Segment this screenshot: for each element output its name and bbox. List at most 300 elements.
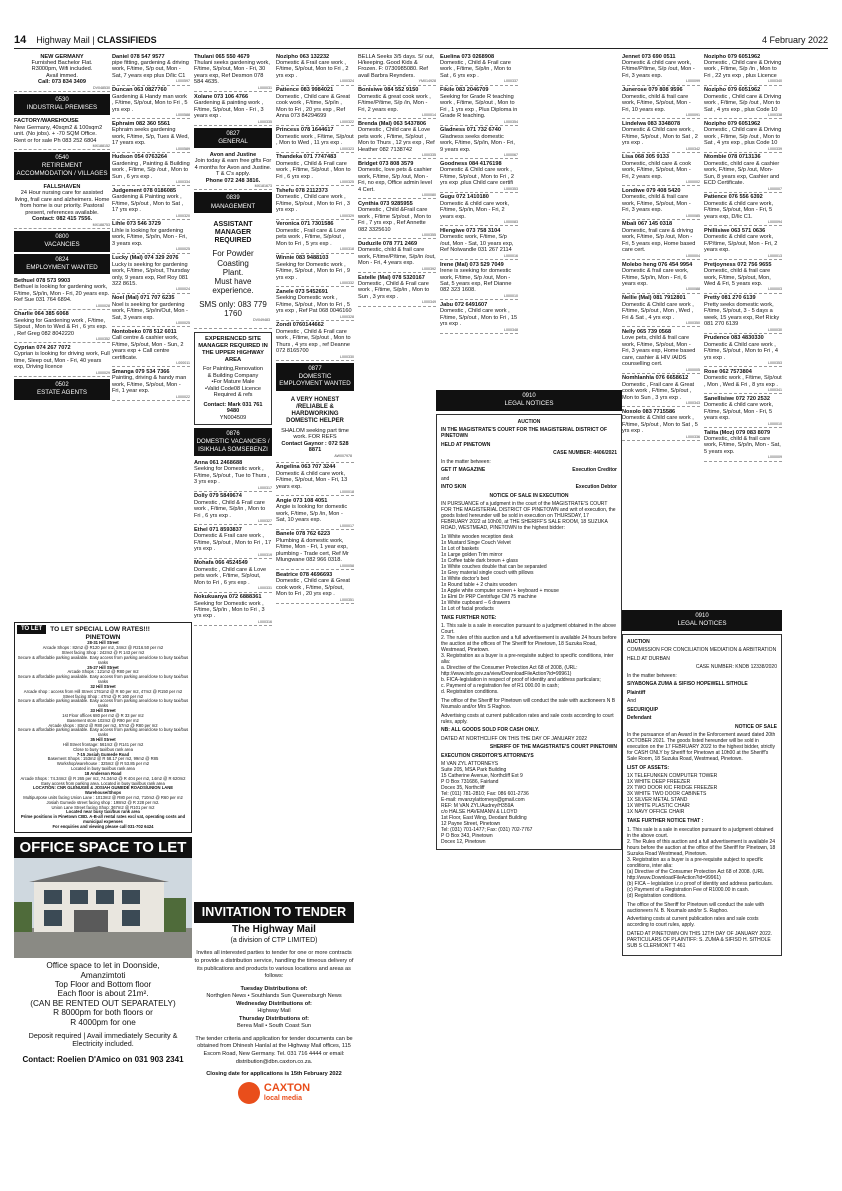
classified-ad [276, 186, 354, 220]
ad-text: Domestic work, F/time, S/p /out, Mon - Sat, 10 years exp, Ref Nolwandle 031 267 2114 [440, 234, 514, 254]
ad-text: Irene is seeking for domestic work, F/time, S/p /out, Mon - Sat, 5 years exp, Ref Dianne 082 323 1608. [440, 268, 512, 294]
ad-text: pipe fitting, gardening & driving work, F/time, S/p out, Mon - Sat, 7 years exp plus D/lic C1 [112, 59, 189, 79]
to-let-row: 32 Hill Street [90, 683, 116, 689]
ad-name: Patience 076 556 6392 [704, 194, 763, 201]
legal-line: 1X WHITE PLASTIC CHAIR [627, 803, 690, 810]
ad-text: Domestic , Frail care & Love pets work , F/time, S/p/out , Mon to Fri , 5 yrs exp . [276, 227, 347, 247]
ad-text: Seeking for Gardening work , F/time, S/pout , Mon to Wed & Fri , 6 yrs exp. , Ref Greg 082 8042220 [14, 317, 108, 337]
ad-text: Seeking Domestic work , F/time, S/p/out , Mon to Fri , 5 yrs exp , Ref Pat 068 0046160 [276, 295, 352, 315]
ad-name: Pretjoyness 072 756 9655 [704, 261, 772, 268]
legal-line: (d) Registration conditions. [627, 892, 687, 899]
column-6 [440, 52, 518, 334]
legal-line: Suite 205, MSA Park Building [441, 767, 507, 774]
ad-name: Londiwe 079 408 5420 [622, 187, 681, 194]
classified-ad [704, 334, 782, 368]
classified-ad [704, 367, 782, 394]
to-let-row: 1st Floor offices 680 per m2 @ R 33 per m2 [62, 712, 144, 718]
ad-ref: L000320 [176, 213, 190, 218]
to-let-row: Arcade shop : access from Hill Street 1761m2 @ R 60 per m2, 47m2 @ R150 per m2 [23, 688, 183, 694]
legal-line: 1x White doctor's bed [441, 575, 489, 582]
classified-ad [622, 294, 700, 328]
legal-line: 3. Registration as a buyer is a pre-requisite subject to specific conditions, inter alia: [441, 653, 614, 666]
ad-ref: L000329 [340, 213, 354, 218]
legal-line: 1x Lot of baskets [441, 545, 479, 552]
ad-ref: L000589 [176, 146, 190, 151]
ad-text: Domestic & Frail care work , F/time, S/p/out , Mon to Fri , 17 yrs exp . [194, 533, 272, 553]
ad-name: Euelina 073 0268908 [440, 53, 495, 60]
ad-ref: L000353 [768, 361, 782, 366]
ad-name: Smangа 079 534 7366 [112, 368, 170, 375]
column-7 [622, 52, 700, 441]
ad-name: Gladness 071 732 6740 [440, 127, 501, 134]
to-let-row: Close to busy taxi/bus rank area [73, 746, 133, 752]
ad-ref: L000004 [686, 253, 700, 258]
to-let-row: Secure & affordable parking available. Easy access from parking area/close to busy taxi/bus ranks [17, 654, 189, 665]
ad-ref: L000348 [504, 327, 518, 332]
classified-ad [704, 226, 782, 260]
to-let-rows [17, 641, 189, 829]
ad-name: Zanele 073 5452691 [276, 288, 328, 295]
section-management: 0839 MANAGEMENT [194, 192, 272, 213]
classified-ad [622, 260, 700, 294]
ad-name: Mohafa 066 4524549 [194, 560, 248, 567]
legal-line: Tel: (031) 701-1477; Fax: (031) 702-7767 [441, 827, 533, 834]
ad-text: Domestic & child care work, F/time, S/p/out, Mon - Fri, 5 years exp. [704, 402, 774, 422]
ad-text: Domestic & Child care work , F/time, S/p/out , Mon to Sat , 2 yrs exp . [622, 127, 698, 147]
to-let-row: Warehouse/Shops [84, 790, 122, 796]
ad-ref: L000013 [768, 253, 782, 258]
classified-ad [358, 159, 436, 199]
classified-ad [276, 496, 354, 530]
classified-ad [194, 458, 272, 492]
ad-text: Domestic & child care work, F/P/time, S/p/out, Mon - Fri, 2 years exp. [704, 234, 778, 254]
ad-ref: L000080 [422, 193, 436, 198]
to-let-row: LOCATION: CNR GLENUGIE & JOSIAH GUMEDE ROADS/UNION LANE [32, 785, 174, 791]
classified-ad [358, 119, 436, 159]
ad-text: Seeking for Grade R teaching work , F/time, S/p/out , Mon to Fri , 1 yrs exp , Plus Diploma in Grade R teaching. [440, 93, 518, 120]
invite-title: INVITATION TO TENDER [194, 902, 354, 923]
classified-ad [112, 119, 190, 153]
ad-ref: YM014928 [418, 79, 436, 84]
ad-ref: L000338 [768, 113, 782, 118]
ad-text: Domestic , Child care & Driving work , F/time, S/p /in , Mon to Fri , 22 yrs exp , plus Licence [704, 59, 782, 79]
ad-text: Noel is seeking for gardening work, F/time, S/p/in/Out, Mon - Sat, 3 years exp. [112, 301, 188, 321]
classified-ad [704, 394, 782, 428]
legal-line: 1x Apple white computer screen + keyboard + mouse [441, 587, 559, 594]
legal-line: 1X NAVY OFFICE CHAIR [627, 809, 685, 816]
ad-name: Lindelwa 083 3348078 [622, 120, 681, 127]
legal-line: 1X TELEFUNKEN COMPUTER TOWER [627, 773, 718, 780]
ad-name: Noel (Mal) 071 707 6235 [112, 295, 175, 302]
column-3 [194, 52, 272, 626]
classified-ad [704, 153, 782, 193]
ad-ref: L000349 [422, 300, 436, 305]
ad-name: Nozipho 063 132232 [276, 53, 330, 60]
to-let-row: 35 Hill Street [90, 737, 116, 743]
ad-text: Domestic , Frail care & Great cook work , F/time, S/p/out , Mon to Sun , 3 yrs exp . [622, 381, 695, 401]
classified-ad [440, 86, 518, 126]
ad-ref: L000010 [768, 421, 782, 426]
ad-name: Prudence 083 4830330 [704, 335, 764, 342]
column-1 [14, 52, 110, 402]
ad-ref: L000099 [686, 79, 700, 84]
to-let-row: Basement Shops : 153m2 @ R 58.17 per m2, 99m2 @ R85 [47, 756, 159, 762]
ad-name: Lisa 068 305 9133 [622, 154, 669, 161]
to-let-row: Located near busy taxi/bus rank area [66, 809, 140, 815]
ad-text: Domestic & Frail care work , F/time, S/p/out, Mon to Fri , 2 yrs exp . [276, 59, 349, 79]
ad-ref: L000025 [176, 321, 190, 326]
page-header [14, 33, 828, 49]
ad-name: Angelina 063 707 3244 [276, 464, 336, 471]
ad-name: Beatrice 078 4696693 [276, 571, 333, 578]
legal-line: P O Box 343, Pinetown [441, 833, 493, 840]
ad-ref: L000350 [686, 321, 700, 326]
classified-ad [112, 367, 190, 401]
ad-ref: L000328 [340, 314, 354, 319]
ad-name: Bethuel 078 573 9903 [14, 277, 71, 284]
legal-line: 1x White cupboard – 6 drawers [441, 599, 511, 606]
column-5 [358, 52, 436, 307]
office-banner: OFFICE SPACE TO LET [14, 837, 192, 858]
ad-ref: L000354 [504, 119, 518, 124]
legal-line: M VAN ZYL ATTORNEYS [441, 761, 499, 768]
ad-avon: Avon and Justine Join today & earn free gifts For 4 months for Avon and Justine. T & C's apply. Phone 072 248 3816. MX181673 [194, 150, 272, 190]
ad-ref: L000597 [176, 79, 190, 84]
ad-name: Winnie 083 9488103 [276, 255, 329, 262]
legal-line: d. Registration conditions. [441, 689, 499, 696]
section-general: 0827 GENERAL [194, 128, 272, 149]
ad-name: Nelly 065 739 0568 [622, 328, 672, 335]
classified-ad [14, 310, 110, 344]
ad-name: Gugu 072 1410180 [440, 194, 489, 201]
ad-text: Domestic , Child care work , F/time, S/p/out , Mon to Fri , 15 yrs exp . [440, 308, 518, 328]
to-let-location: PINETOWN [85, 633, 121, 641]
ad-text: Domestic , Child care & Driving work , F/time, S/p /out , Mon to Sat , 4 yrs exp , plus Code 10 [704, 127, 782, 147]
ad-list [194, 52, 272, 126]
classified-ad [622, 327, 700, 374]
ad-text: Domestic & child care work, F/time, S/p/out, Mon - Fri, 13 years exp. [276, 470, 348, 490]
classified-ad [112, 186, 190, 220]
to-let-row: 18 Anderson Road [84, 770, 122, 776]
to-let-block [14, 622, 192, 1064]
classified-ad [276, 86, 354, 126]
classified-ad [276, 220, 354, 254]
invite-company: The Highway Mail [232, 923, 316, 935]
ad-name: Bridget 073 808 3579 [358, 160, 414, 167]
ad-name: Ethel 071 8593837 [194, 526, 242, 533]
classified-ad [112, 254, 190, 294]
ad-text: Gardening & Painting work , F/time, S/p/out , Mon to Sat , 17 yrs exp . [112, 194, 184, 214]
to-let-row: 33 Hill Street [90, 708, 116, 714]
ad-name: Cyprian 074 267 7072 [14, 344, 71, 351]
ad-text: Domestic, child & frail care work, F/time/P/time, S/p/in /out, Mon - Fri, 4 years exp. [358, 247, 436, 267]
ad-ref: L000318 [340, 247, 354, 252]
ad-text: Thulani seeks gardening work, F/time, S/p/out, Mon - Fri, 30 years exp, Ref Desmon 078 584 4635. [194, 59, 270, 86]
classified-ad [276, 463, 354, 497]
legal-line: 1x Mustard Singe Couch Velvet [441, 539, 511, 546]
ad-name: Daniel 078 547 9577 [112, 53, 165, 60]
ad-name: Phillisiwe 063 571 0636 [704, 227, 766, 234]
classified-ad [704, 193, 782, 227]
legal-line: a. Directive of the Consumer Protection Act 68 of 2008, (URL: http://www.info.gov.za/view/DownloadFileAction?id=99961) [441, 665, 578, 678]
classified-ad [622, 86, 700, 120]
ad-text: Domestic & Child care work , F/time, S/p/out , Mon to Sat , 5 yrs exp . [622, 415, 698, 435]
classified-ad [440, 52, 518, 86]
ad-ref: L000341 [768, 388, 782, 393]
section-industrial: 0530 INDUSTRIAL PREMISES [14, 94, 110, 115]
classified-ad [112, 327, 190, 367]
legal-line: Docex 35, Northcliff [441, 785, 485, 792]
ad-list [358, 52, 436, 307]
to-let-row: 25-27 Hill Street [87, 664, 119, 670]
ad-list [704, 52, 782, 462]
ad-name: Pretty 081 270 6139 [704, 295, 756, 302]
ad-name: Molebo heng 076 454 9954 [622, 261, 693, 268]
ad-ref: L000316 [258, 619, 272, 624]
ad-ref: L000340 [768, 79, 782, 84]
ad-name: Hlengiwe 073 758 3104 [440, 227, 501, 234]
legal-line: 15 Catherine Avenue, Northcliff Ext 9 [441, 773, 523, 780]
ad-site-manager: EXPERIENCED SITE MANAGER REQUIRED IN THE UPPER HIGHWAY AREA For Painting,Renovation & Building Company •For Mature Male •Valid Code08 Licence Required & refs Contact: Mark 031 761 9480 YN004509 [194, 332, 272, 425]
ad-ref: L000324 [340, 79, 354, 84]
ad-name: Cynthia 073 9285955 [358, 200, 413, 207]
ad-text: Gardening , Painting & Building work , F/time, S/p /out , Mon to Sun , 6 yrs exp . [112, 160, 190, 180]
ad-name: Nellie (Mal) 081 7912801 [622, 295, 686, 302]
ad-text: Domestic & child care work, F/time, S/p/out, Mon - Fri, 5 years exp, D/lic C1. [704, 200, 774, 220]
ad-name: Zondi 0760144662 [276, 322, 324, 329]
ad-ref: L000083 [504, 220, 518, 225]
ad-ref: L000351 [340, 597, 354, 602]
ad-text: Domestic, child & frail care work, F/time, S/p/out, Mon - Fri, 3 years exp. [622, 194, 691, 214]
ad-name: Nomhlanhla 076 6658612 [622, 375, 689, 382]
classified-ad [704, 428, 782, 462]
ad-name: Talita (Moz) 079 083 8079 [704, 429, 771, 436]
ad-text: Domestic , Child care work , F/time, S/p/out , Mon to Fri , 3 yrs exp . [276, 194, 350, 214]
legal-line: 1x White couches double that can be separated [441, 563, 547, 570]
ad-name: Banele 078 762 6223 [276, 531, 331, 538]
ad-text: Lihle is looking for gardening work, F/time, S/p/in, Mon - Fri, 3 years exp. [112, 227, 187, 247]
ad-text: Ephraim seeks gardening work, F/time, S/p, Tues & Wed, 17 years exp. [112, 127, 189, 147]
ad-text: Domestic, child & frail care work, F/time, S/p/in, Mon - Sat, 5 years exp. [704, 436, 781, 455]
classified-ad [112, 294, 190, 328]
ad-ref: L000011 [176, 361, 190, 366]
classified-ad [622, 119, 700, 153]
to-let-row: Basement store 102m2 @ R90 per m2 [67, 717, 139, 723]
legal-line: (a) Directive of the Consumer Protection Act 68 of 2008. (URL http://www.DownloadFileAction?id=99961) [627, 868, 764, 881]
legal-line: 1x White wooden reception desk [441, 533, 514, 540]
ad-text: Domestic work , F/time, S/p/out , Mon to Wed , 11 yrs exp . [276, 133, 354, 147]
classified-ad [112, 153, 190, 187]
ad-text: Domestic work , F/time, S/p/out , Mon , Wed & Fri , 8 yrs exp . [704, 375, 782, 388]
legal-notices-right: 0910 LEGAL NOTICES AUCTION COMMISSION FOR CONCILIATION MEDIATION & ARBITRATION HELD AT DURBAN CASE NUMBER: KNDB 12338/2020 In the matter between: SIYABONGA ZUMA & SIFISO HOPEWELL SITHOLE Plaintiff And SECURIQUIP Defendant NOTICE OF SALE In the pursuance of an Award in the Enforcement award dated 20th OCTOBER 2021. The goods listed hereunder will be sold in execution on the 17 FEBRUARY 2022 to the highest bidder, strictly for CASH ONLY by Sheriff for Pinetown at 10h00 at the Sheriff's Sale Room, 18 Suzuka Road, Westmead, Pinetown. LIST OF ASSETS: 1X TELEFUNKEN COMPUTER TOWER 1X WHITE DEEP FREEZER 2X TWO DOOR KIC FRIDGE FREEZER 3X WHITE TWO DOOR CABINETS 1X SILVER METAL STAND 1X WHITE PLASTIC CHAIR 1X NAVY OFFICE CHAIR TAKE FURTHER NOTICE THAT : 1. This sale is a sale in execution pursuant to a judgment obtained in the above court. 2. The Rules of this auction and a full advertisement is available 24 hours before the auction at the office of the Sheriff for Pinetown, 18 Suzuka Road Westmead, Pinetown. 3. Registration as a buyer is a pre-requisite subject to specific conditions, inter alia: (a) Directive of the Consumer Protection Act 68 of 2008. (URL http://www.DownloadFileAction?id=99961) (b) FICA – legislation i.r.o proof of identity and address particulars. (c) Payment of a Registration Fee of R1000.00 in cash. (d) Registration conditions. The office of the Sheriff for Pinetown will conduct the sale with auctioneers N. B. Nxumalo and/or S. Raghoo. Advertising costs at current publication rates and sale costs according to court rules, apply. DATED AT PINETOWN ON THIS 12TH DAY OF JANUARY 2022. PARTICULARS OF PLAINTIFF: S. ZUMA & SIFISO H. SITHOLE SUB S CLERMONT T 461 [622, 608, 782, 956]
ad-ref: L000355 [422, 233, 436, 238]
office-building-photo [14, 858, 192, 958]
to-let-row: 7-15 Josiah Gumede Road [76, 751, 130, 757]
ad-text: BELLA Seeks 3/5 days. S/ out, H/keeping. Good Kids & Frozen. F: 0730985080. Ref avail Barbra Reynders. [358, 53, 435, 79]
to-let-row: Arcade shops : 83m2 @ R80 per m2, 57m2 @ R80 per m2 [48, 722, 158, 728]
classified-ad [14, 276, 110, 310]
legal-line: P O Box 731686, Fairland [441, 779, 499, 786]
ad-ref: L000017 [340, 523, 354, 528]
legal-line: Docex 12, Pinetown [441, 839, 486, 846]
ad-fallshaven: FALLSHAVEN 24 Hour nursing care for assisted living, frail care and alzheimers. Home from home is our priority. Pastoral present, references available. Contact: 082 415 7556. MX188753 [14, 182, 110, 229]
invitation-to-tender [194, 902, 354, 1104]
issue-date: 4 February 2022 [761, 35, 828, 46]
ad-ref: L000334 [176, 180, 190, 185]
ad-ref: L000007 [768, 186, 782, 191]
ad-text: Call centre & cashier work, F/time, S/p/out, Mon - Sun, 2 years exp + Call centre certificate. [112, 335, 184, 361]
classified-ad [622, 186, 700, 220]
ad-ref: L000335 [258, 119, 272, 124]
legal-line: 3X WHITE TWO DOOR CABINETS [627, 791, 707, 798]
ad-name: Thandeka 071 7747483 [276, 154, 337, 161]
ad-text: Seeking for Domestic work , F/time, S/p/in , Mon to Fri , 3 yrs exp . [194, 600, 265, 620]
to-let-row: Arcade Shops : 121m2 @ R80 per m2 [67, 669, 139, 675]
ad-text: Love pets, child & frail care work, F/time, S/p/out, Mon - Fri, 3 years exp, Home based care, cashier & HIV /AIDS counselling cert. [622, 335, 696, 368]
classified-ad [194, 92, 272, 126]
to-let-row: Union Lane Street facing Shop: 367m2 @ R101 per m2 [51, 804, 155, 810]
ad-name: Fikile 083 2046709 [440, 87, 489, 94]
classified-ad [14, 343, 110, 377]
ad-text: Domestic , Child care & Driving work , F/time, S/p /out , Mon to Sat , 4 yrs exp , plus Code 10 [704, 93, 782, 113]
classified-ad [440, 300, 518, 334]
to-let-badge: TO LET [17, 625, 46, 634]
ad-ref: L000336 [686, 434, 700, 439]
ad-text: Seeking for Domestic work , F/time, S/p/out , Tue to Thurs , 3 yrs exp . [194, 466, 270, 486]
ad-name: Charlie 064 385 6068 [14, 311, 69, 318]
to-let-row: Arcade Shops : 82m2 @ R120 per m2, 34m2 @ R216.50 per m2 [42, 645, 164, 651]
section-vacancies: 0800 VACANCIES [14, 231, 110, 252]
ad-ref: L000322 [340, 119, 354, 124]
ad-ref: L000067 [504, 153, 518, 158]
classified-ad [112, 86, 190, 120]
legal-line: E-mail: mvanzylattorneys@gmail.com [441, 797, 525, 804]
classified-ad [622, 407, 700, 441]
legal-line: (c) Payment of a Registration Fee of R1000.00 in cash. [627, 886, 750, 893]
ad-ref: L000337 [504, 79, 518, 84]
section-domestic-vacancies: 0876 DOMESTIC VACANCIES / ISIKHALA SOMSEBENZI [194, 428, 272, 456]
classified-ad [704, 260, 782, 294]
ad-name: Nozipho 079 6051962 [704, 120, 761, 127]
legal-line: 1. This sale is a sale in execution pursuant to a judgment obtained in the above Court. [441, 623, 617, 636]
ad-ref: L000009 [768, 455, 782, 460]
classified-ad [440, 126, 518, 160]
ad-name: Lucky (Mal) 074 329 2076 [112, 255, 179, 262]
ad-name: Estelle (Mal) 078 5320167 [358, 274, 425, 281]
ad-ref: L000002 [686, 180, 700, 185]
ad-ref: L000392 [422, 266, 436, 271]
ad-name: Tshefu 078 2112373 [276, 187, 328, 194]
ad-ref: L000343 [686, 401, 700, 406]
ad-text: Domestic , Child care & Love pets work , F/time, S/p/out , Mon to Thurs , 12 yrs exp , Ref Heather 082 7138742 [358, 127, 435, 153]
classified-ad [194, 559, 272, 593]
ad-name: Mbali 067 145 0318 [622, 221, 673, 228]
ad-list [194, 458, 272, 626]
classified-ad [704, 294, 782, 334]
ad-text: Domestic & child care work, F/time, S/p/in, Mon - Fri, 2 years exp. [440, 200, 510, 220]
legal-line: (b) FICA – legislation i.r.o proof of identity and address particulars. [627, 880, 774, 887]
to-let-row: Located in busy taxi/bus rank area [71, 766, 135, 772]
classified-ad [622, 374, 700, 408]
ad-name: Noxolo 083 7715586 [622, 408, 676, 415]
to-let-row: Easy access from parking area. Located in busy taxi/bus rank area [41, 780, 165, 786]
ad-ref: L000022 [176, 394, 190, 399]
ad-name: Ntombie 078 0713136 [704, 154, 761, 161]
ad-text: Domestic, child & frail care work, F/time, S/p/out, Mon, Wed & Fri, 5 years exp. [704, 268, 771, 287]
ad-name: Hudson 054 0763264 [112, 154, 168, 161]
ad-ref: L000327 [258, 519, 272, 524]
column-8 [704, 52, 782, 462]
ad-name: Lihle 073 546 3729 [112, 221, 161, 228]
ad-name: Nokukuanya 072 6888361 [194, 594, 262, 601]
ad-text: Painting, driving & handy man work, F/time, S/p/out, Mon - Fri, 1 year exp. [112, 375, 187, 395]
to-let-row: Secure & affordable parking available. Easy access from parking area/close to busy taxi/bus ranks [17, 674, 189, 685]
legal-line: 2. The Rules of this auction and a full advertisement is available 24 hours before the auction at the office of the Sheriff for Pinetown, 18 Suzuka Road Westmead, Pinetown. [627, 838, 776, 857]
ad-name: Sanellisiwe 072 720 2532 [704, 395, 770, 402]
ad-name: Nozipho 079 6051962 [704, 87, 761, 94]
classified-ad [112, 220, 190, 254]
ad-text: Domestic , Child & Frail care work , F/time, S/p/in , Mon to Fri , 6 yrs exp . [194, 499, 266, 519]
to-let-row: Prime positions in Pinetown CBD. A-B-all rental rates excl vat, operating costs and municipal expenses [20, 814, 186, 825]
ad-text: Bethuel is looking for gardening work, F/time, S/p/in, Mon - Fri, 20 years exp. Ref Sue 031 764 6894. [14, 284, 110, 304]
ad-ref: L000319 [258, 552, 272, 557]
legal-line: 1x Large golden Trim mirror [441, 551, 503, 558]
ad-name: Nozipho 079 6051962 [704, 53, 761, 60]
classified-ad [440, 260, 518, 300]
ad-ref: L000331 [258, 586, 272, 591]
ad-ref: L000332 [340, 281, 354, 285]
to-let-row: 28-31 Hill Street [87, 640, 119, 646]
ad-list [276, 463, 354, 604]
legal-line: 2. The rules of this auction and a full advertisement is available 24 hours before the auction at the offices of The Sheriff for Pinetown, 18 Suzuka Road, Westmead, Pinetown. [441, 635, 617, 654]
ad-name: Xolane 073 106 4766 [194, 93, 249, 100]
office-details: Office space to let in Doonside, Amanzimtoti Top Floor and Bottom floor Each floor is about 21m². (CAN BE RENTED OUT SEPARATELY) R 8000pm for both floors or R 4000pm for one [30, 961, 176, 1027]
ad-text: Domestic & frail care work, F/time, S/p/in, Mon - Fri, 6 years exp. [622, 268, 689, 287]
legal-line: REF: M VAN ZYL/Audrey/H359A [441, 803, 514, 810]
ad-text: Gardening & Handy man work , F/time, S/p/out, Mon to Fri , 5 yrs exp . [112, 93, 188, 113]
classified-ad [276, 254, 354, 288]
caxton-emblem-icon [238, 1082, 260, 1104]
legal-line: 1x Grey material single couch with pillows [441, 569, 534, 576]
ad-name: Judgement 078 0186085 [112, 187, 177, 194]
classified-ad [276, 570, 354, 604]
classified-ad [194, 525, 272, 559]
ad-text: Domestic, frail care & driving work, F/time, S/p /out, Mon - Fri, 5 years exp, Home based care cert. [622, 227, 696, 254]
ad-list [440, 52, 518, 334]
ad-text: Domestic, love pets & cashier work, F/time, S/p /out, Mon - Fri, no exp, Office admin level 4 Cert. [358, 167, 432, 193]
ad-ref: L000029 [96, 370, 110, 375]
ad-list [276, 52, 354, 361]
classified-ad [622, 220, 700, 260]
ad-ref: L000028 [96, 303, 110, 308]
classified-ad [440, 159, 518, 193]
ad-text: Gladness seeks domestic work, F/time, S/p/in, Mon - Fri, 9 years exp. [440, 133, 515, 153]
classified-ad [276, 321, 354, 361]
to-let-row: Street facing Shop : 47m2 @ R 160 per m2 [62, 693, 144, 699]
office-contact: Contact: Roelien D'Amico on 031 903 2341 [22, 1054, 184, 1064]
classified-ad [358, 52, 436, 86]
classified-ad [276, 52, 354, 86]
to-let-row: Secure & affordable parking available. Easy access from parking area/close to busy taxi/bus ranks [17, 727, 189, 738]
ad-domestic-helper: A VERY HONEST /RELIABLE & HARDWORKING DOMESTIC HELPER SHALOM seeking part time work. FOR REFS Contact Gaynor : 072 528 8871 AW007978 [276, 393, 354, 463]
ad-text: Domestic, child & frail care work, F/time, S/p/out, Mon - Fri, 10 years exp. [622, 93, 691, 113]
classified-ad [704, 52, 782, 86]
classified-ad [440, 193, 518, 227]
ad-text: Domestic , Child & Frail care work , F/time, S/p/out , Mon to Fri , 6 yrs exp . [276, 160, 351, 180]
classified-ad [358, 86, 436, 120]
ad-text: Domestic & Child care work , F/time, S/p/out , Mon to Fri , 4 yrs exp . [704, 341, 778, 361]
column-4 [276, 52, 354, 604]
